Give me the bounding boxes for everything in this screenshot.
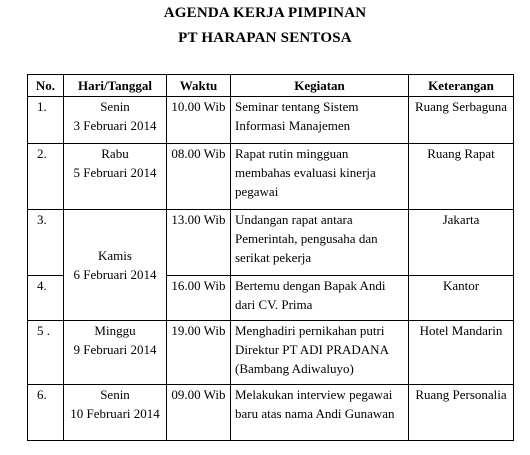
kegiatan-line: Pemerintah, pengusaha dan: [235, 231, 378, 246]
kegiatan-line: Informasi Manajemen: [235, 118, 351, 133]
header-hari-tanggal: Hari/Tanggal: [64, 75, 167, 97]
cell-tanggal: 6 Februari 2014: [73, 267, 157, 282]
table-row: [28, 144, 514, 210]
cell-no: 2.: [28, 144, 64, 210]
kegiatan-line: Direktur PT ADI PRADANA: [235, 342, 389, 357]
cell-no: 6.: [28, 385, 64, 441]
kegiatan-line: serikat pekerja: [235, 250, 312, 265]
cell-no: 1.: [28, 97, 64, 144]
cell-hari: Senin: [100, 99, 130, 114]
cell-waktu: 09.00 Wib: [167, 385, 231, 441]
kegiatan-line: Rapat rutin mingguan: [235, 146, 349, 161]
cell-waktu: 10.00 Wib: [167, 97, 231, 144]
kegiatan-line: membahas evaluasi kinerja: [235, 165, 376, 180]
header-waktu: Waktu: [167, 75, 231, 97]
cell-no: 5 .: [28, 321, 64, 385]
table-row: [28, 97, 514, 144]
cell-hari: Kamis: [98, 248, 132, 263]
cell-tanggal: 10 Februari 2014: [70, 406, 160, 421]
kegiatan-line: Seminar tentang Sistem: [235, 99, 359, 114]
cell-hari-tanggal: [64, 385, 167, 441]
cell-waktu: 19.00 Wib: [167, 321, 231, 385]
table-header-row: [28, 75, 514, 97]
cell-tanggal: 9 Februari 2014: [73, 342, 157, 357]
cell-hari-tanggal: [64, 321, 167, 385]
cell-waktu: 13.00 Wib: [167, 210, 231, 276]
cell-kegiatan: [231, 276, 409, 321]
company-name: PT HARAPAN SENTOSA: [178, 30, 352, 46]
kegiatan-line: baru atas nama Andi Gunawan: [235, 406, 395, 421]
cell-waktu: 08.00 Wib: [167, 144, 231, 210]
table-row: [28, 321, 514, 385]
kegiatan-line: pegawai: [235, 184, 279, 199]
cell-kegiatan: [231, 321, 409, 385]
cell-keterangan: Jakarta: [409, 210, 514, 276]
cell-kegiatan: [231, 97, 409, 144]
table-row: [28, 385, 514, 441]
cell-hari-tanggal: [64, 210, 167, 321]
header-keterangan: Keterangan: [409, 75, 514, 97]
cell-hari-tanggal: [64, 144, 167, 210]
document-title: AGENDA KERJA PIMPINAN: [163, 5, 367, 21]
cell-tanggal: 5 Februari 2014: [73, 165, 157, 180]
cell-kegiatan: [231, 210, 409, 276]
table-row: [28, 210, 514, 276]
cell-keterangan: Ruang Serbaguna: [409, 97, 514, 144]
cell-keterangan: Hotel Mandarin: [409, 321, 514, 385]
cell-hari-tanggal: [64, 97, 167, 144]
cell-hari: Rabu: [101, 146, 129, 161]
cell-keterangan: Kantor: [409, 276, 514, 321]
kegiatan-line: Melakukan interview pegawai: [235, 387, 393, 402]
kegiatan-line: dari CV. Prima: [235, 297, 313, 312]
cell-no: 3.: [28, 210, 64, 276]
agenda-table: [27, 74, 514, 441]
cell-no: 4.: [28, 276, 64, 321]
cell-kegiatan: [231, 144, 409, 210]
header-kegiatan: Kegiatan: [231, 75, 409, 97]
cell-hari: Senin: [100, 387, 130, 402]
kegiatan-line: Bertemu dengan Bapak Andi: [235, 278, 386, 293]
kegiatan-line: Menghadiri pernikahan putri: [235, 323, 385, 338]
cell-waktu: 16.00 Wib: [167, 276, 231, 321]
cell-kegiatan: [231, 385, 409, 441]
kegiatan-line: Undangan rapat antara: [235, 212, 353, 227]
header-no: No.: [28, 75, 64, 97]
cell-tanggal: 3 Februari 2014: [73, 118, 157, 133]
cell-keterangan: Ruang Rapat: [409, 144, 514, 210]
cell-keterangan: Ruang Personalia: [409, 385, 514, 441]
kegiatan-line: (Bambang Adiwaluyo): [235, 361, 354, 376]
cell-hari: Minggu: [94, 323, 136, 338]
